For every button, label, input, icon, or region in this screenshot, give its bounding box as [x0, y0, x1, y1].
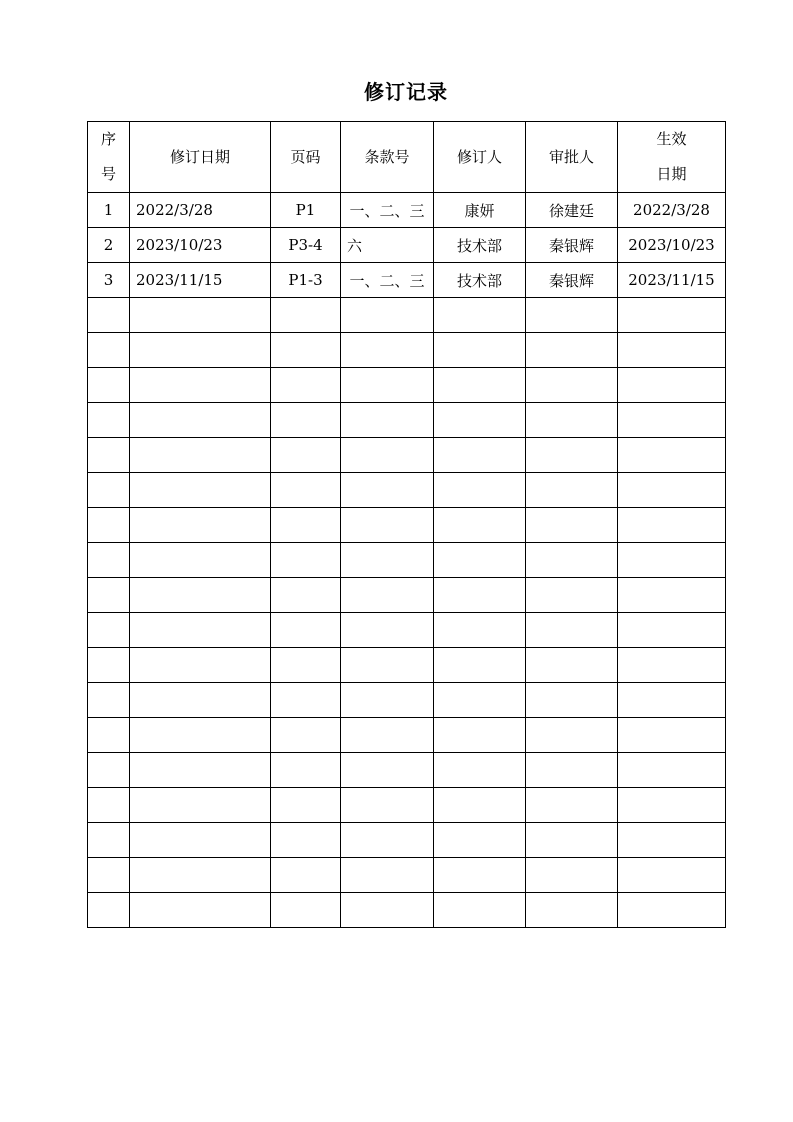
header-seq-line1: 序 [100, 130, 116, 148]
cell-clause: 一、二、三 [341, 193, 434, 228]
table-row [88, 228, 726, 263]
table-row [88, 193, 726, 228]
empty-cell [341, 403, 434, 438]
empty-cell [88, 683, 130, 718]
empty-cell [434, 438, 526, 473]
empty-cell [341, 543, 434, 578]
cell-page: P1 [271, 193, 341, 228]
cell-effective: 2023/11/15 [618, 263, 726, 298]
header-page: 页码 [271, 122, 341, 193]
empty-cell [526, 613, 618, 648]
empty-cell [341, 858, 434, 893]
empty-cell [271, 858, 341, 893]
empty-cell [88, 893, 130, 928]
cell-reviser: 技术部 [434, 228, 526, 263]
empty-cell [271, 473, 341, 508]
empty-cell [618, 823, 726, 858]
empty-cell [271, 718, 341, 753]
empty-cell [341, 893, 434, 928]
empty-cell [341, 473, 434, 508]
empty-table-row [88, 788, 726, 823]
empty-cell [130, 578, 271, 613]
empty-cell [271, 298, 341, 333]
cell-date: 2023/10/23 [130, 228, 271, 263]
cell-reviser: 康妍 [434, 193, 526, 228]
empty-cell [434, 823, 526, 858]
empty-table-row [88, 718, 726, 753]
empty-cell [434, 753, 526, 788]
empty-table-row [88, 473, 726, 508]
empty-cell [88, 473, 130, 508]
header-effective [618, 122, 726, 193]
empty-table-row [88, 298, 726, 333]
empty-cell [434, 543, 526, 578]
empty-cell [341, 718, 434, 753]
header-reviser: 修订人 [434, 122, 526, 193]
header-effective-line1: 生效 [656, 130, 687, 148]
empty-cell [434, 298, 526, 333]
empty-cell [271, 648, 341, 683]
empty-cell [526, 298, 618, 333]
empty-cell [130, 438, 271, 473]
empty-cell [526, 333, 618, 368]
empty-cell [271, 403, 341, 438]
empty-cell [434, 893, 526, 928]
empty-table-row [88, 438, 726, 473]
empty-cell [526, 473, 618, 508]
empty-cell [341, 333, 434, 368]
empty-table-row [88, 403, 726, 438]
empty-table-row [88, 613, 726, 648]
empty-cell [341, 368, 434, 403]
empty-cell [271, 893, 341, 928]
empty-cell [88, 613, 130, 648]
header-date: 修订日期 [130, 122, 271, 193]
empty-cell [526, 543, 618, 578]
empty-cell [526, 438, 618, 473]
empty-cell [88, 718, 130, 753]
empty-cell [618, 543, 726, 578]
header-seq-line2: 号 [100, 165, 116, 183]
empty-table-row [88, 683, 726, 718]
cell-approver: 徐建廷 [526, 193, 618, 228]
cell-seq: 3 [88, 263, 130, 298]
cell-page: P1-3 [271, 263, 341, 298]
empty-table-row [88, 368, 726, 403]
empty-cell [271, 438, 341, 473]
empty-cell [434, 858, 526, 893]
empty-cell [130, 543, 271, 578]
empty-cell [130, 333, 271, 368]
empty-cell [88, 858, 130, 893]
empty-cell [341, 753, 434, 788]
empty-cell [618, 858, 726, 893]
empty-table-row [88, 508, 726, 543]
empty-cell [341, 613, 434, 648]
empty-cell [88, 508, 130, 543]
empty-cell [271, 508, 341, 543]
empty-cell [130, 648, 271, 683]
cell-date: 2023/11/15 [130, 263, 271, 298]
empty-cell [618, 403, 726, 438]
empty-cell [341, 823, 434, 858]
empty-cell [271, 823, 341, 858]
empty-cell [88, 648, 130, 683]
empty-cell [88, 333, 130, 368]
empty-cell [341, 683, 434, 718]
empty-cell [434, 333, 526, 368]
empty-cell [618, 683, 726, 718]
empty-cell [130, 613, 271, 648]
empty-cell [130, 893, 271, 928]
empty-cell [526, 578, 618, 613]
empty-cell [618, 473, 726, 508]
empty-cell [434, 718, 526, 753]
empty-cell [434, 788, 526, 823]
empty-cell [130, 718, 271, 753]
empty-table-row [88, 578, 726, 613]
empty-cell [526, 893, 618, 928]
table-row [88, 263, 726, 298]
empty-cell [526, 823, 618, 858]
empty-cell [526, 753, 618, 788]
header-approver: 审批人 [526, 122, 618, 193]
cell-approver: 秦银辉 [526, 228, 618, 263]
empty-cell [434, 578, 526, 613]
empty-cell [88, 788, 130, 823]
empty-cell [88, 753, 130, 788]
empty-cell [618, 333, 726, 368]
empty-cell [618, 648, 726, 683]
empty-cell [618, 368, 726, 403]
cell-clause: 一、二、三 [341, 263, 434, 298]
empty-cell [341, 508, 434, 543]
empty-cell [341, 298, 434, 333]
empty-cell [271, 578, 341, 613]
cell-approver: 秦银辉 [526, 263, 618, 298]
empty-cell [271, 333, 341, 368]
cell-seq: 2 [88, 228, 130, 263]
empty-table-row [88, 543, 726, 578]
empty-cell [434, 368, 526, 403]
empty-table-row [88, 858, 726, 893]
empty-cell [130, 753, 271, 788]
empty-cell [526, 508, 618, 543]
empty-cell [130, 473, 271, 508]
empty-cell [526, 403, 618, 438]
revision-table [87, 121, 726, 928]
empty-cell [130, 368, 271, 403]
empty-cell [130, 823, 271, 858]
empty-cell [88, 578, 130, 613]
empty-cell [618, 578, 726, 613]
empty-cell [618, 508, 726, 543]
cell-page: P3-4 [271, 228, 341, 263]
empty-cell [434, 473, 526, 508]
empty-cell [434, 403, 526, 438]
empty-cell [130, 403, 271, 438]
empty-cell [88, 438, 130, 473]
empty-cell [618, 788, 726, 823]
cell-clause: 六 [341, 228, 434, 263]
empty-cell [618, 298, 726, 333]
empty-table-row [88, 823, 726, 858]
empty-cell [88, 403, 130, 438]
empty-cell [271, 788, 341, 823]
empty-cell [130, 683, 271, 718]
empty-cell [526, 683, 618, 718]
empty-cell [526, 858, 618, 893]
page-title: 修订记录 [364, 80, 448, 104]
empty-cell [526, 788, 618, 823]
empty-cell [618, 893, 726, 928]
empty-cell [88, 823, 130, 858]
empty-cell [130, 508, 271, 543]
cell-date: 2022/3/28 [130, 193, 271, 228]
empty-table-row [88, 893, 726, 928]
empty-cell [618, 438, 726, 473]
cell-reviser: 技术部 [434, 263, 526, 298]
empty-cell [526, 718, 618, 753]
empty-cell [526, 648, 618, 683]
empty-cell [434, 683, 526, 718]
empty-cell [618, 753, 726, 788]
empty-table-row [88, 333, 726, 368]
empty-cell [130, 788, 271, 823]
empty-cell [434, 508, 526, 543]
empty-table-row [88, 648, 726, 683]
empty-cell [618, 718, 726, 753]
empty-cell [341, 438, 434, 473]
empty-cell [271, 543, 341, 578]
header-effective-line2: 日期 [656, 165, 687, 183]
empty-cell [434, 648, 526, 683]
cell-effective: 2023/10/23 [618, 228, 726, 263]
empty-cell [130, 298, 271, 333]
empty-cell [341, 648, 434, 683]
empty-table-row [88, 753, 726, 788]
cell-effective: 2022/3/28 [618, 193, 726, 228]
empty-cell [434, 613, 526, 648]
empty-cell [271, 683, 341, 718]
header-clause: 条款号 [341, 122, 434, 193]
empty-cell [271, 753, 341, 788]
empty-cell [341, 788, 434, 823]
header-row [88, 122, 726, 193]
empty-cell [130, 858, 271, 893]
cell-seq: 1 [88, 193, 130, 228]
empty-cell [88, 543, 130, 578]
empty-cell [618, 613, 726, 648]
empty-cell [271, 368, 341, 403]
empty-cell [88, 298, 130, 333]
empty-cell [271, 613, 341, 648]
header-seq [88, 122, 130, 193]
empty-cell [526, 368, 618, 403]
empty-cell [88, 368, 130, 403]
empty-cell [341, 578, 434, 613]
